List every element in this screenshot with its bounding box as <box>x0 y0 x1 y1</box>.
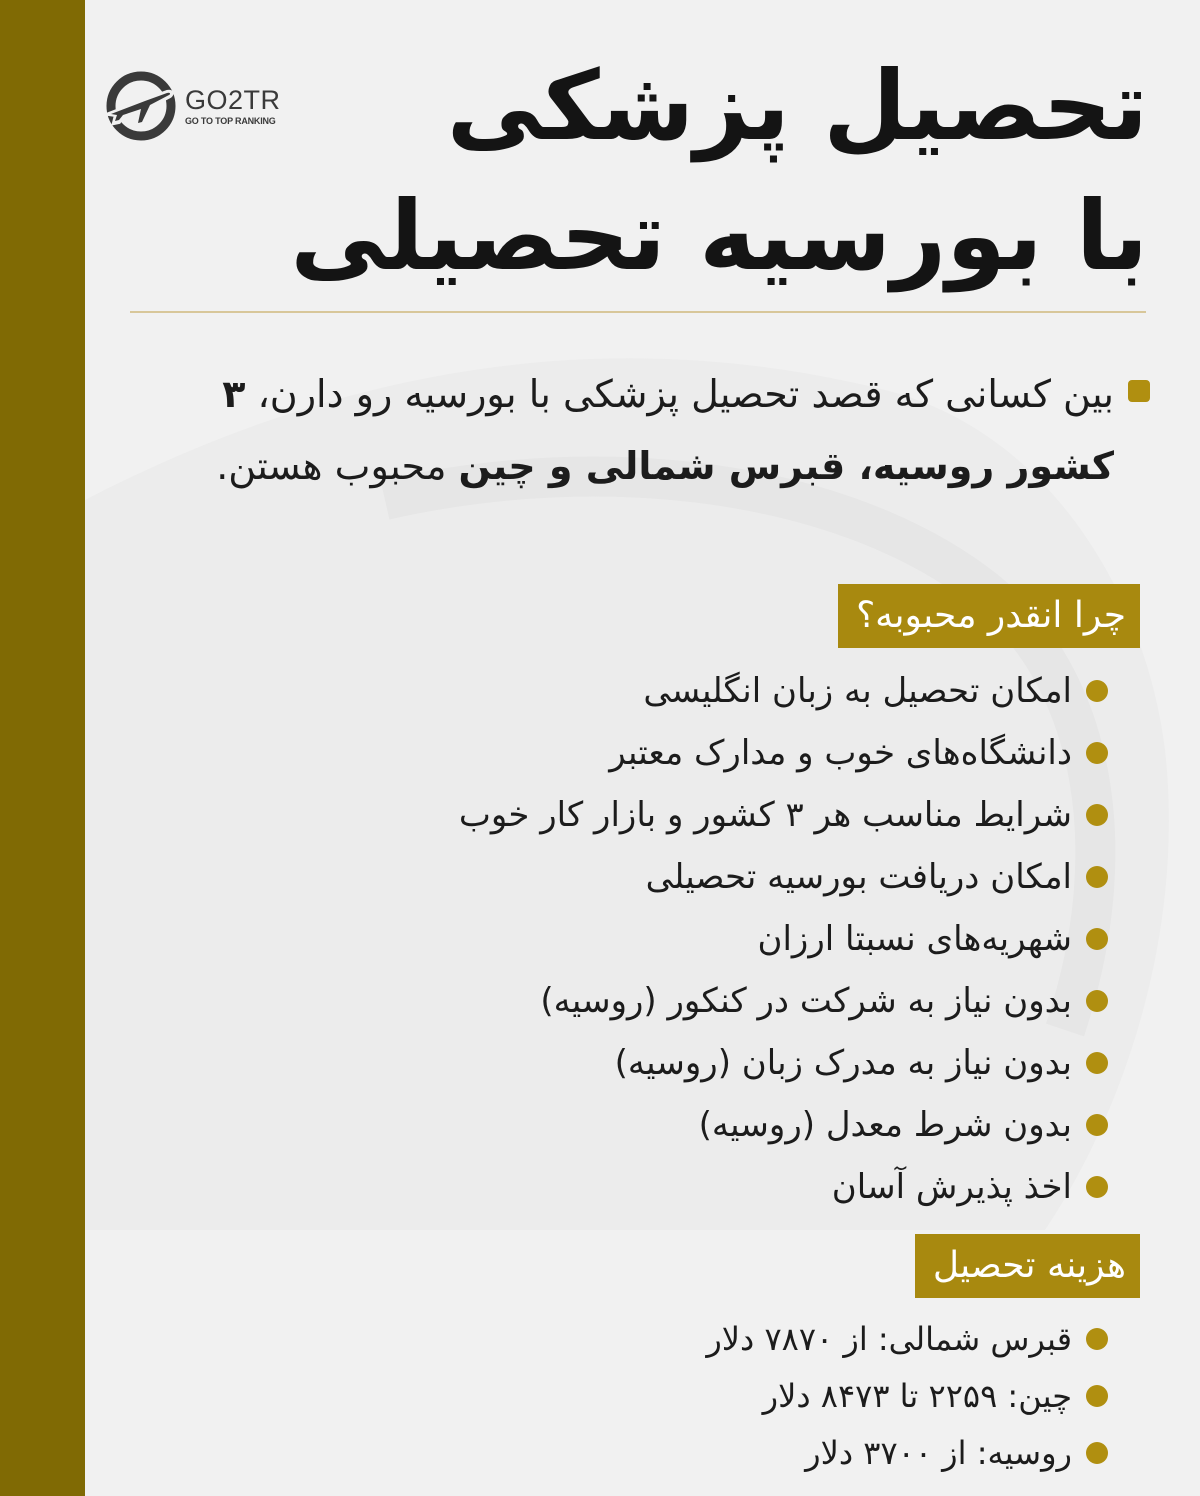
intro-text-part2: محبوب هستن. <box>216 444 459 488</box>
list-item-text: شهریه‌های نسبتا ارزان <box>757 919 1072 959</box>
list-item-text: شرایط مناسب هر ۳ کشور و بازار کار خوب <box>458 795 1072 835</box>
brand-name: GO2TR <box>185 84 281 115</box>
bullet-dot <box>1086 804 1108 826</box>
brand-tagline: GO TO TOP RANKING <box>185 115 276 126</box>
title-divider <box>130 311 1146 313</box>
intro-highlight: ۳ کشور روسیه، قبرس شمالی و چین <box>222 372 1114 488</box>
list-item-text: قبرس شمالی: از ۷۸۷۰ دلار <box>706 1319 1072 1358</box>
list-item <box>706 1367 1108 1424</box>
side-accent-bar <box>0 0 85 1496</box>
bullet-dot <box>1086 680 1108 702</box>
list-item <box>459 908 1108 970</box>
list-item-text: بدون نیاز به مدرک زبان (روسیه) <box>614 1043 1072 1083</box>
tuition-cost-heading: هزینه تحصیل <box>915 1234 1140 1298</box>
list-item-text: بدون نیاز به شرکت در کنکور (روسیه) <box>540 981 1072 1021</box>
list-item-text: امکان دریافت بورسیه تحصیلی <box>645 857 1072 897</box>
reasons-list <box>459 660 1108 1218</box>
bullet-dot <box>1086 1328 1108 1350</box>
bullet-dot <box>1086 1385 1108 1407</box>
list-item <box>706 1310 1108 1367</box>
list-item <box>459 970 1108 1032</box>
list-item <box>459 660 1108 722</box>
intro-bullet <box>1128 380 1150 402</box>
intro-paragraph <box>125 358 1150 502</box>
list-item <box>459 846 1108 908</box>
bullet-dot <box>1086 742 1108 764</box>
plane-globe-icon <box>105 70 177 142</box>
list-item <box>459 1156 1108 1218</box>
list-item-text: چین: ۲۲۵۹ تا ۸۴۷۳ دلار <box>762 1376 1072 1415</box>
bullet-dot <box>1086 990 1108 1012</box>
bullet-dot <box>1086 1052 1108 1074</box>
page-title-line-2: با بورسیه تحصیلی <box>290 180 1148 292</box>
list-item-text: امکان تحصیل به زبان انگلیسی <box>643 671 1072 711</box>
bullet-dot <box>1086 1114 1108 1136</box>
list-item <box>459 784 1108 846</box>
brand-logo <box>105 70 281 142</box>
cost-list <box>706 1310 1108 1481</box>
why-popular-heading: چرا انقدر محبوبه؟ <box>838 584 1140 648</box>
list-item-text: دانشگاه‌های خوب و مدارک معتبر <box>609 733 1072 773</box>
bullet-dot <box>1086 866 1108 888</box>
list-item <box>706 1424 1108 1481</box>
intro-text-part1: بین کسانی که قصد تحصیل پزشکی با بورسیه رو دارن، <box>245 372 1114 416</box>
list-item-text: اخذ پذیرش آسان <box>831 1167 1072 1207</box>
list-item <box>459 722 1108 784</box>
bullet-dot <box>1086 1442 1108 1464</box>
list-item <box>459 1032 1108 1094</box>
intro-text <box>125 358 1114 502</box>
page-title-line-1: تحصیل پزشکی <box>446 50 1148 162</box>
bullet-dot <box>1086 1176 1108 1198</box>
list-item-text: روسیه: از ۳۷۰۰ دلار <box>805 1433 1072 1472</box>
list-item <box>459 1094 1108 1156</box>
list-item-text: بدون شرط معدل (روسیه) <box>698 1105 1072 1145</box>
bullet-dot <box>1086 928 1108 950</box>
